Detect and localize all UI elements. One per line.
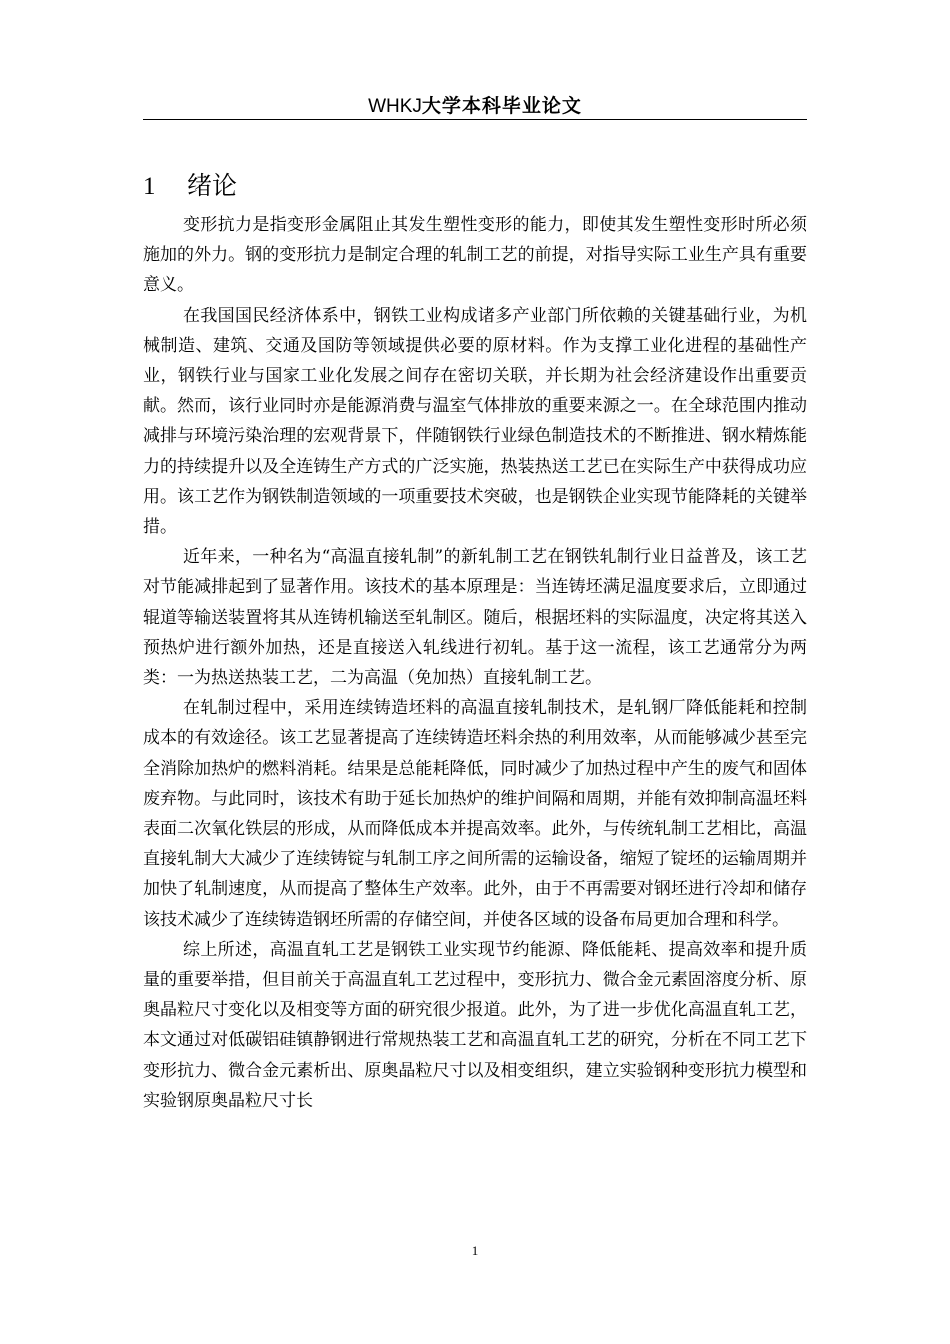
chapter-title: 绪论 bbox=[187, 171, 238, 200]
chapter-number: 1 bbox=[143, 173, 156, 200]
header-rule bbox=[143, 119, 807, 120]
paragraph: 在轧制过程中，采用连续铸造坯料的高温直接轧制技术，是轧钢厂降低能耗和控制成本的有效途径。该工艺显著提高了连续铸造坯料余热的利用效率，从而能够减少甚至完全消除加热炉的燃料消耗。结果是总能耗降低，同时减少了加热过程中产生的废气和固体废弃物。与此同时，该技术有助于延长加热炉的维护间隔和周期，并能有效抑制高温坯料表面二次氧化铁层的形成，从而降低成本并提高效率。此外，与传统轧制工艺相比，高温直接轧制大大减少了连续铸锭与轧制工序之间所需的运输设备，缩短了锭坯的运输周期并加快了轧制速度，从而提高了整体生产效率。此外，由于不再需要对钢坯进行冷却和储存该技术减少了连续铸造钢坯所需的存储空间，并使各区域的设备布局更加合理和科学。 bbox=[143, 698, 807, 930]
running-header bbox=[143, 92, 807, 120]
chapter-heading bbox=[143, 168, 237, 204]
paragraph: 在我国国民经济体系中，钢铁工业构成诸多产业部门所依赖的关键基础行业，为机械制造、建筑、交通及国防等领域提供必要的原材料。作为支撑工业化进程的基础性产业，钢铁行业与国家工业化发展之间存在密切关联，并长期为社会经济建设作出重要贡献。然而，该行业同时亦是能源消费与温室气体排放的重要来源之一。在全球范围内推动减排与环境污染治理的宏观背景下，伴随钢铁行业绿色制造技术的不断推进、钢水精炼能力的持续提升以及全连铸生产方式的广泛实施，热装热送工艺已在实际生产中获得成功应用。该工艺作为钢铁制造领域的一项重要技术突破，也是钢铁企业实现节能降耗的关键举措。 bbox=[143, 305, 807, 538]
header-org: WHKJ bbox=[368, 96, 422, 117]
header-title: 大学本科毕业论文 bbox=[421, 95, 582, 117]
paragraph: 综上所述，高温直轧工艺是钢铁工业实现节约能源、降低能耗、提高效率和提升质量的重要举措，但目前关于高温直轧工艺过程中，变形抗力、微合金元素固溶度分析、原奥晶粒尺寸变化以及相变等方面的研究很少报道。此外，为了进一步优化高温直轧工艺，本文通过对低碳铝硅镇静钢进行常规热装工艺和高温直轧工艺的研究，分析在不同工艺下变形抗力、微合金元素析出、原奥晶粒尺寸以及相变组织，建立实验钢种变形抗力模型和实验钢原奥晶粒尺寸长 bbox=[143, 939, 807, 1111]
page-number: 1 bbox=[471, 1243, 479, 1258]
paragraph: 变形抗力是指变形金属阻止其发生塑性变形的能力，即使其发生塑性变形时所必须施加的外力。钢的变形抗力是制定合理的轧制工艺的前提，对指导实际工业生产具有重要意义。 bbox=[143, 215, 807, 296]
paragraph: 近年来，一种名为“高温直接轧制”的新轧制工艺在钢铁轧制行业日益普及，该工艺对节能减排起到了显著作用。该技术的基本原理是：当连铸坯满足温度要求后，立即通过辊道等输送装置将其从连铸机输送至轧制区。随后，根据坯料的实际温度，决定将其送入预热炉进行额外加热，还是直接送入轧线进行初轧。基于这一流程，该工艺通常分为两类：一为热送热装工艺，二为高温（免加热）直接轧制工艺。 bbox=[143, 547, 807, 689]
body-text bbox=[143, 210, 807, 1116]
